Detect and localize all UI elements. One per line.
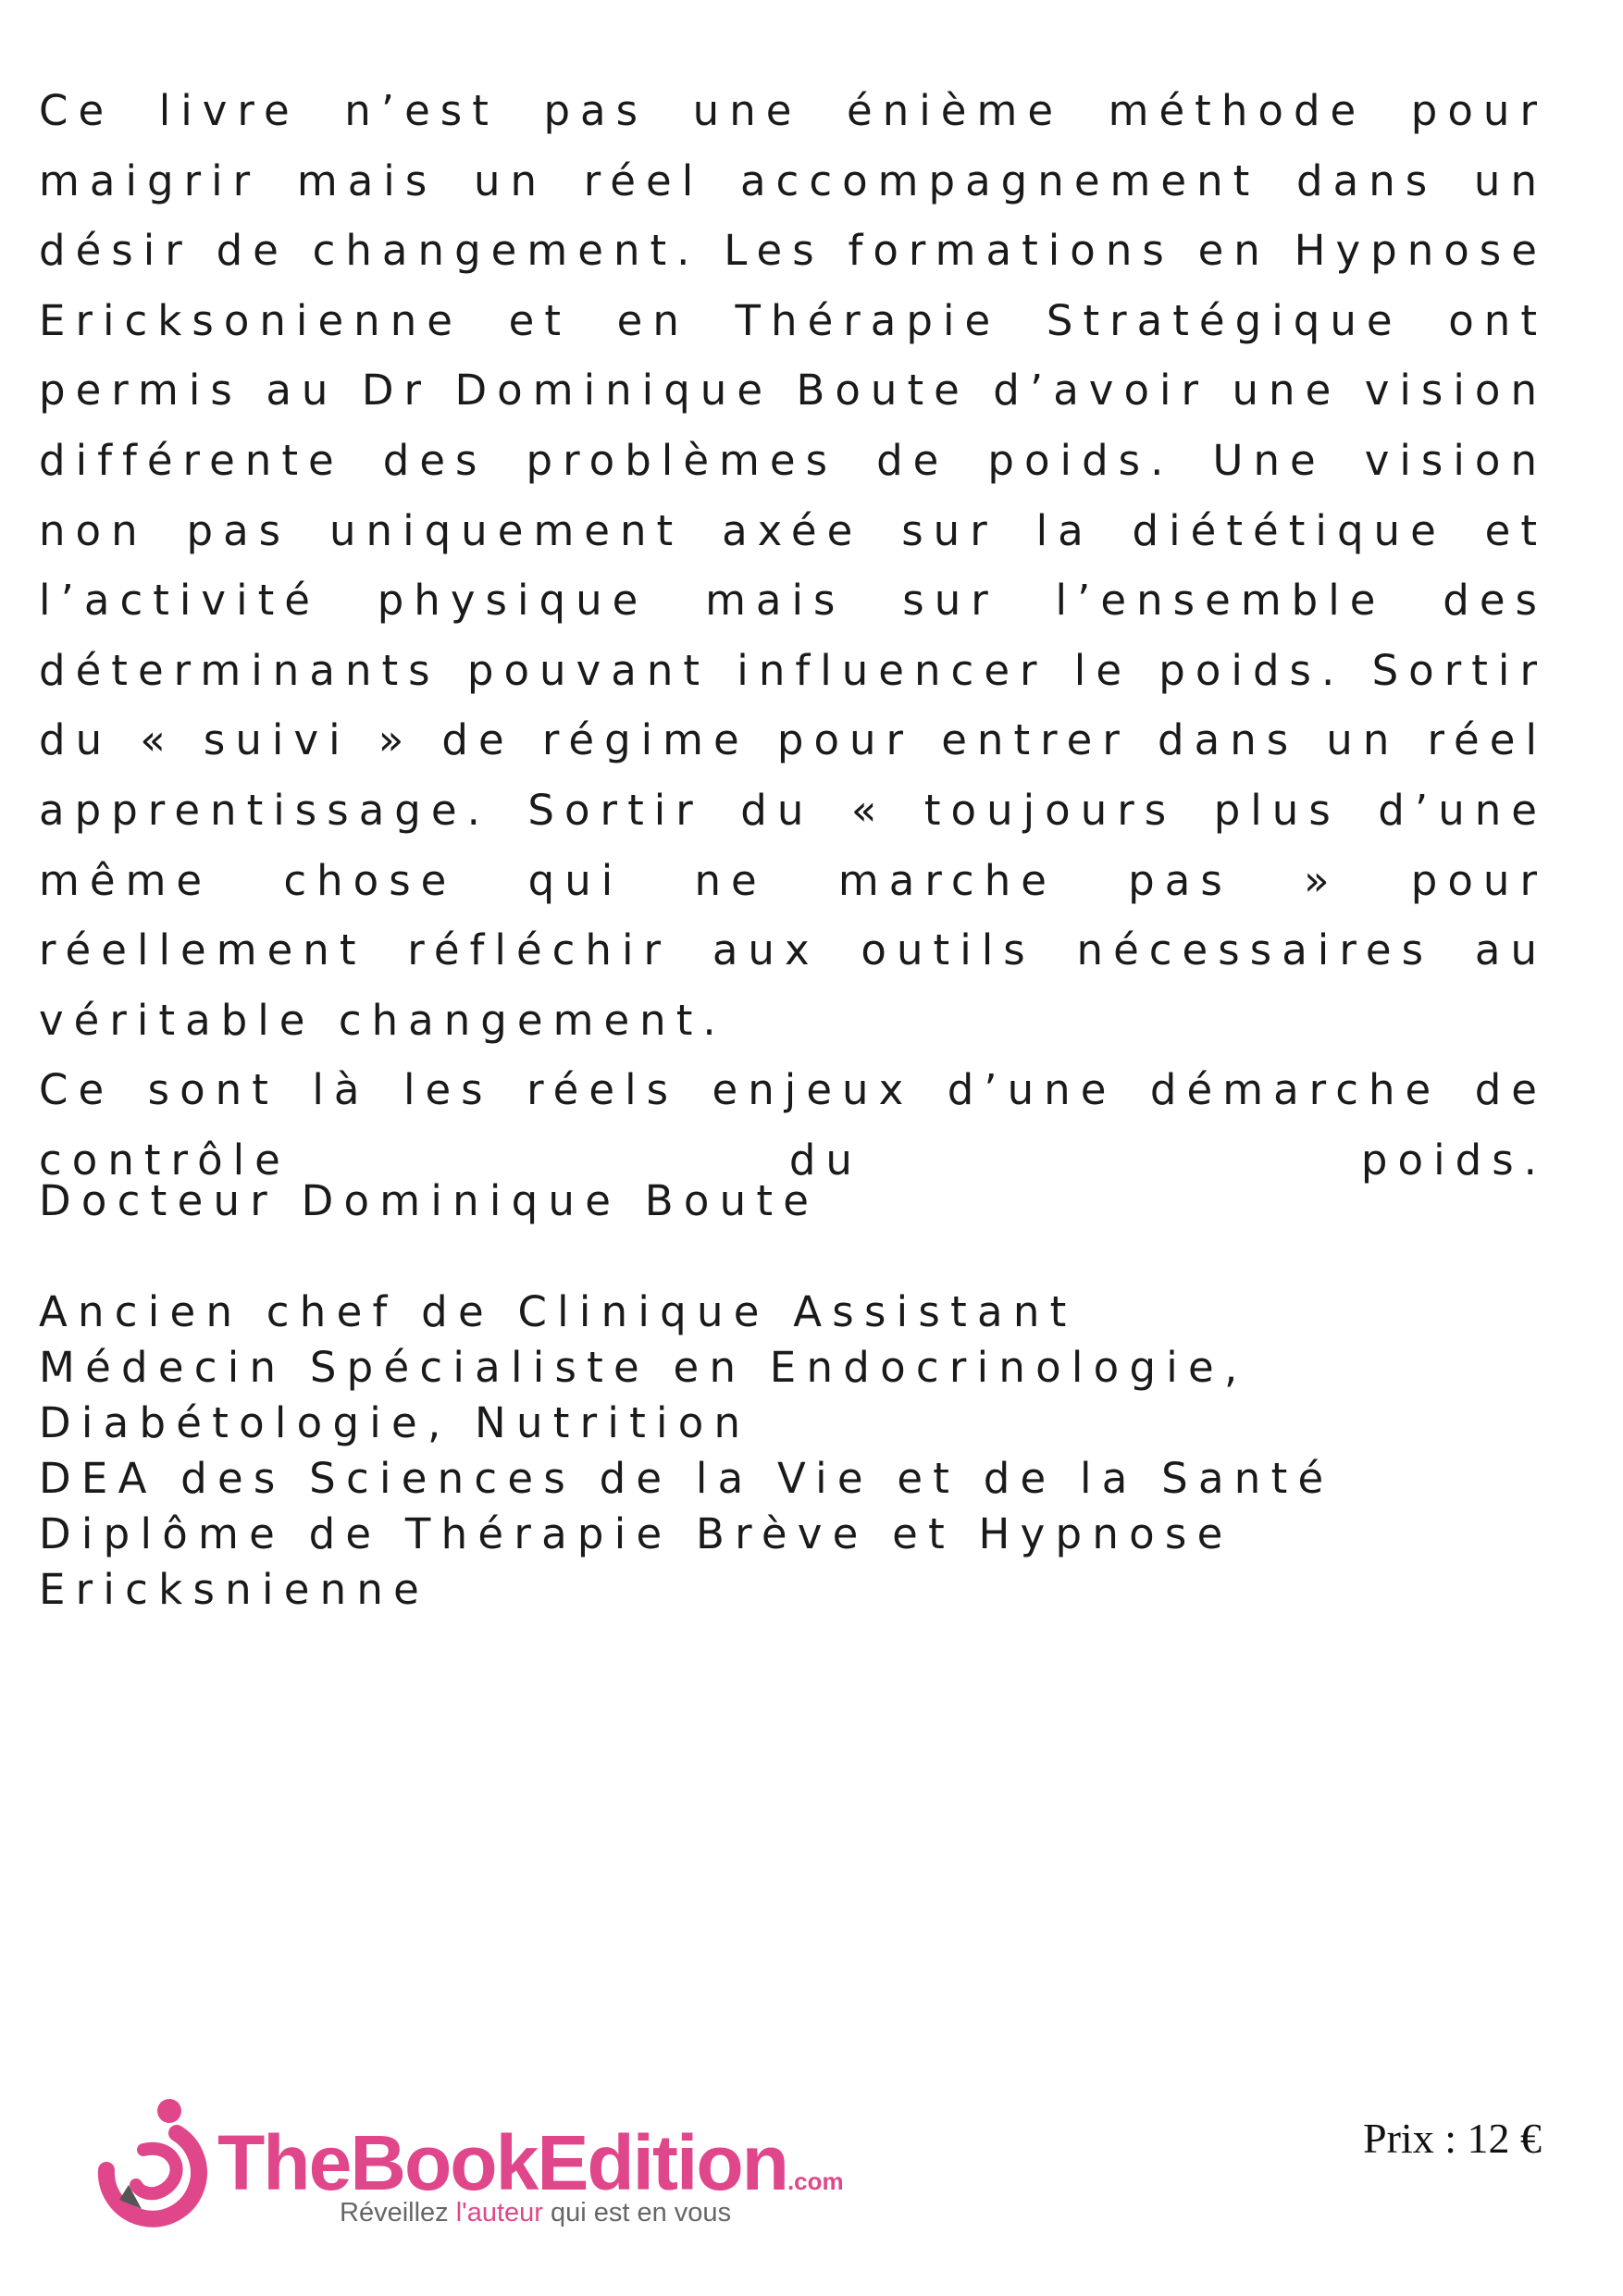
publisher-brand-name: TheBookEdition	[217, 2119, 787, 2206]
tagline-suffix: qui est en vous	[542, 2198, 732, 2228]
publisher-logo-icon	[88, 2096, 217, 2235]
price-label: Prix : 12 €	[1363, 2115, 1542, 2162]
publisher-logo	[88, 2087, 844, 2244]
publisher-brand-tld: .com	[787, 2167, 844, 2195]
credential-line: DEA des Sciences de la Vie et de la Santé	[39, 1454, 1334, 1503]
credential-line: Ancien chef de Clinique Assistant	[39, 1287, 1077, 1336]
blurb-paragraph-2: Ce sont là les réels enjeux d’une démarche de contrôle du poids.	[39, 1065, 1547, 1185]
blurb-paragraph-1: Ce livre n’est pas une énième méthode pour maigrir mais un réel accompagnement dans un désir de changement. Les formations en Hypnose Ericksonienne et en Thérapie Stratégique ont permis au Dr Dominique Boute d’avoir une vision différente des problèmes de poids. Une vision non pas uniquement axée sur la diététique et l’activité physique mais sur l’ensemble des déterminants pouvant influencer le poids. Sortir du « suivi » de régime pour entrer dans un réel apprentissage. Sortir du « toujours plus d’une même chose qui ne marche pas » pour réellement réfléchir aux outils nécessaires au véritable changement.	[39, 86, 1547, 1045]
back-cover-blurb	[39, 76, 1547, 1196]
tagline-prefix: Réveillez	[340, 2198, 456, 2228]
publisher-brand	[217, 2119, 844, 2206]
publisher-tagline	[340, 2198, 731, 2228]
author-name: Docteur Dominique Boute	[39, 1176, 820, 1225]
credential-line: Médecin Spécialiste en Endocrinologie, Diabétologie, Nutrition	[39, 1343, 1248, 1447]
author-bio	[39, 1173, 1556, 1618]
credential-line: Diplôme de Thérapie Brève et Hypnose Ericksnienne	[39, 1509, 1233, 1614]
tagline-highlight: l'auteur	[455, 2198, 543, 2228]
